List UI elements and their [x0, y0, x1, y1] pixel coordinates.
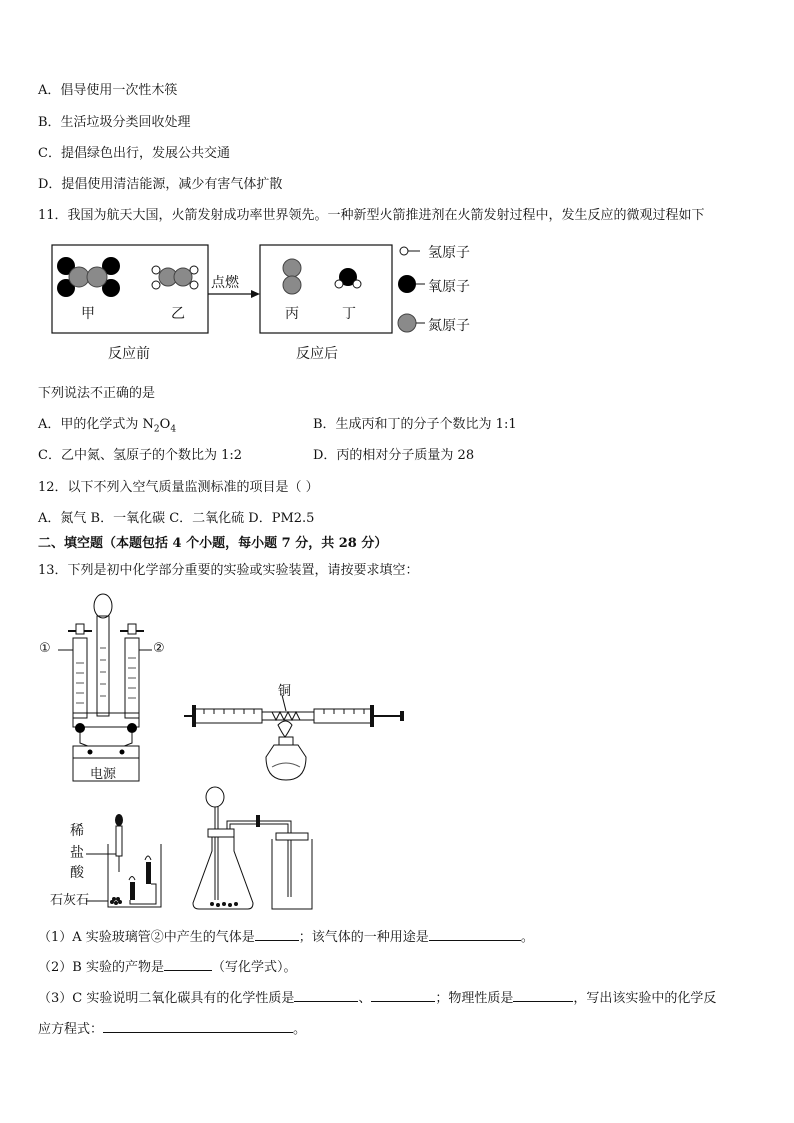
q13-part3: （3）C 实验说明二氧化碳具有的化学性质是 、 ；物理性质是 ，写出该实验中的化学反 [38, 991, 717, 1006]
reaction-diagram-svg [50, 240, 490, 340]
legend-oxygen: 氧原子 [428, 279, 470, 295]
q11-option-b: B．生成丙和丁的分子个数比为 1:1 [313, 417, 517, 432]
legend-nitrogen: 氮原子 [428, 318, 470, 334]
option-d: D．提倡使用清洁能源，减少有害气体扩散 [38, 177, 283, 192]
label-ignite: 点燃 [211, 275, 239, 291]
legend-hydrogen: 氢原子 [428, 245, 470, 261]
n2h4-molecule [152, 266, 198, 289]
caption-before: 反应前 [108, 346, 150, 362]
q11-option-a: A．甲的化学式为 $N_2O_4$ [38, 417, 177, 435]
q13-part3-cont: 应方程式： 。 [38, 1022, 307, 1037]
copper-label: 铜 [278, 684, 292, 699]
answer-blank-1 [255, 928, 299, 941]
legend-symbols [398, 247, 425, 332]
q13-part2: （2）B 实验的产物是 （写化学式）。 [38, 960, 297, 975]
n2-molecule [283, 259, 301, 294]
label-bing: 丙 [285, 306, 299, 322]
q12-stem: 12．以下不列入空气质量监测标准的项目是（ ） [38, 480, 319, 495]
option-a: A．倡导使用一次性木筷 [38, 83, 178, 98]
power-label: 电源 [90, 767, 117, 782]
q11-option-d: D．丙的相对分子质量为 28 [313, 448, 475, 463]
figure-c-co2-candles [46, 812, 171, 912]
q11-stem: 11．我国为航天大国，火箭发射成功率世界领先。一种新型火箭推进剂在火箭发射过程中，发生反应的微观过程如下 [38, 208, 705, 223]
answer-blank-3 [164, 958, 212, 971]
answer-blank-7 [103, 1020, 293, 1033]
q13-part1: （1）A 实验玻璃管②中产生的气体是 ；该气体的一种用途是 。 [38, 930, 534, 945]
circle-label-2: ② [153, 641, 165, 656]
circle-label-1: ① [39, 641, 51, 656]
q12-options: A．氮气 B．一氧化碳 C．二氧化硫 D．PM2.5 [38, 511, 315, 526]
answer-blank-4 [294, 989, 358, 1002]
section-heading: 二、填空题（本题包括 4 个小题，每小题 7 分，共 28 分） [38, 536, 388, 551]
label-jia: 甲 [81, 306, 95, 322]
acid-char-2: 盐 [70, 845, 84, 861]
after-box [260, 245, 392, 333]
q13-stem: 13．下列是初中化学部分重要的实验或实验装置，请按要求填空： [38, 563, 419, 578]
figure-d-gas-generator [190, 785, 325, 915]
reaction-diagram [50, 240, 490, 370]
option-c: C．提倡绿色出行，发展公共交通 [38, 146, 230, 161]
syringe-apparatus-svg [182, 685, 412, 785]
caption-after: 反应后 [296, 346, 338, 362]
gas-generator-svg [190, 785, 325, 915]
label-ding: 丁 [342, 306, 356, 322]
answer-blank-5 [371, 989, 435, 1002]
figure-a-electrolysis [38, 588, 178, 783]
answer-blank-2 [429, 928, 521, 941]
label-yi: 乙 [171, 306, 185, 322]
acid-char-1: 稀 [70, 823, 84, 839]
limestone-label: 石灰石 [50, 893, 90, 908]
answer-blank-6 [513, 989, 573, 1002]
option-b: B．生活垃圾分类回收处理 [38, 115, 191, 130]
electrolysis-svg [38, 588, 178, 783]
figure-b-copper-heating [182, 685, 412, 785]
h2o-molecule [335, 268, 361, 288]
n2o4-molecule [57, 257, 120, 297]
acid-char-3: 酸 [70, 865, 84, 881]
q11-prompt: 下列说法不正确的是 [38, 386, 156, 401]
q11-option-c: C．乙中氮、氢原子的个数比为 1:2 [38, 448, 243, 463]
